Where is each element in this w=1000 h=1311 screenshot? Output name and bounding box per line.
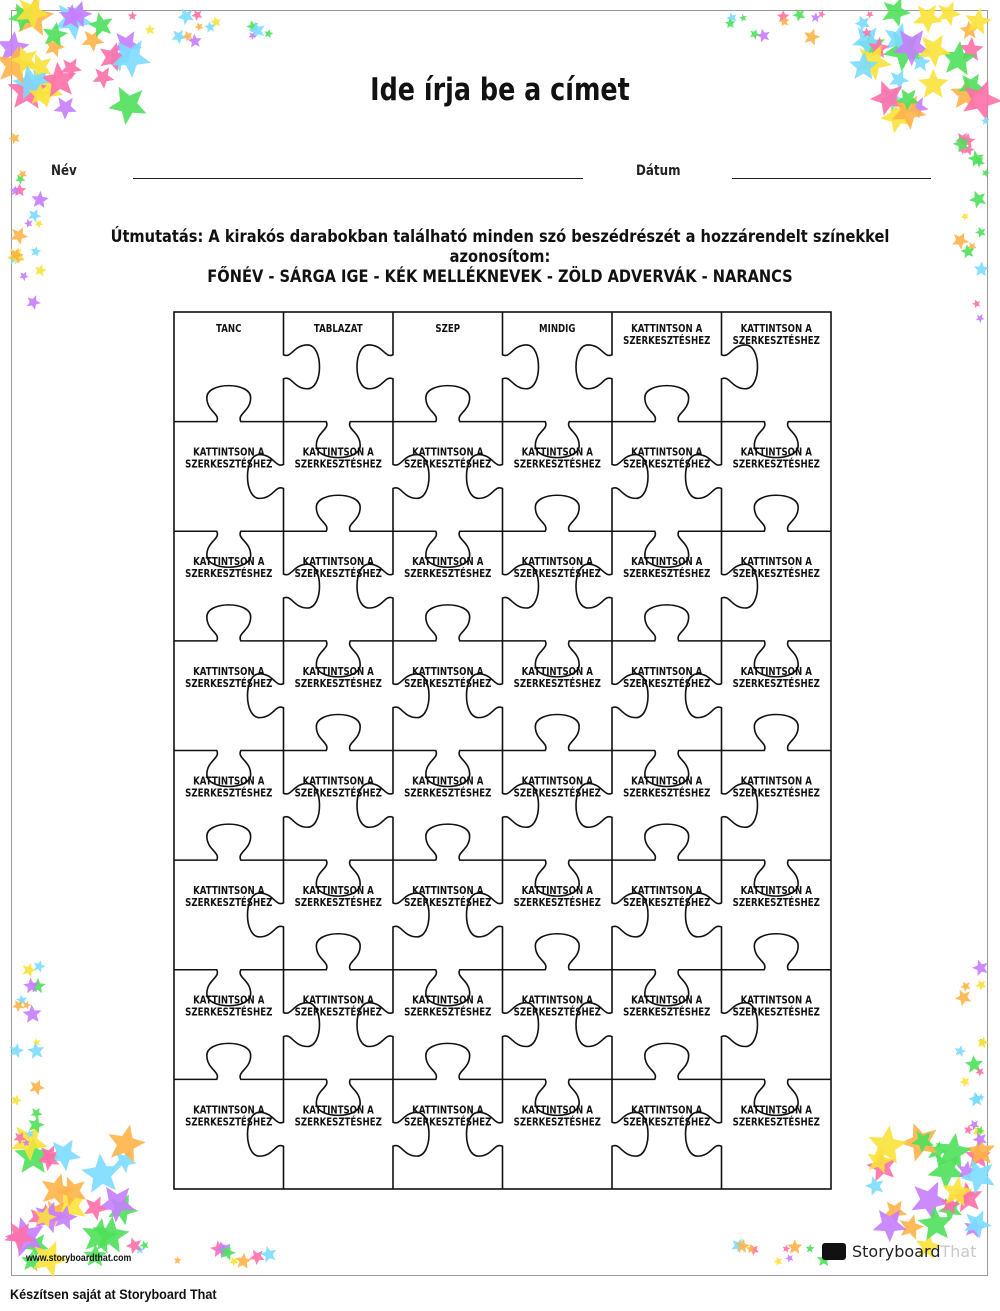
puzzle-piece-placeholder[interactable]: SZERKESZTÉSHEZ <box>732 787 820 800</box>
puzzle-piece-placeholder[interactable]: KATTINTSON A <box>521 1104 593 1117</box>
puzzle-edge-horizontal <box>722 934 832 970</box>
puzzle-piece-placeholder[interactable]: SZERKESZTÉSHEZ <box>185 897 273 910</box>
puzzle-piece-placeholder[interactable]: SZERKESZTÉSHEZ <box>404 1116 492 1129</box>
puzzle-piece-placeholder[interactable]: SZERKESZTÉSHEZ <box>404 897 492 910</box>
puzzle-piece-placeholder[interactable]: KATTINTSON A <box>193 885 265 898</box>
puzzle-edge-vertical <box>284 970 320 1080</box>
puzzle-piece-placeholder[interactable]: KATTINTSON A <box>740 1104 812 1117</box>
puzzle-edge-horizontal <box>393 824 503 860</box>
puzzle-piece-placeholder[interactable]: SZERKESZTÉSHEZ <box>185 678 273 691</box>
puzzle-edge-horizontal <box>393 1043 503 1079</box>
puzzle-edge-vertical <box>248 1079 284 1189</box>
puzzle-piece-placeholder[interactable]: SZERKESZTÉSHEZ <box>623 897 711 910</box>
puzzle-piece-placeholder[interactable]: SZERKESZTÉSHEZ <box>623 787 711 800</box>
puzzle-edge-horizontal <box>174 386 284 422</box>
puzzle-piece-placeholder[interactable]: KATTINTSON A <box>412 995 484 1008</box>
puzzle-piece-placeholder[interactable]: SZERKESZTÉSHEZ <box>185 1007 273 1020</box>
puzzle-piece-placeholder[interactable]: SZERKESZTÉSHEZ <box>513 1007 601 1020</box>
puzzle-piece-placeholder[interactable]: SZERKESZTÉSHEZ <box>732 1007 820 1020</box>
puzzle-edge-vertical <box>467 860 503 970</box>
puzzle-piece-placeholder[interactable]: KATTINTSON A <box>302 995 374 1008</box>
storyboardthat-logo <box>822 1241 982 1263</box>
puzzle-piece-placeholder[interactable]: KATTINTSON A <box>521 995 593 1008</box>
puzzle-piece-placeholder[interactable]: SZERKESZTÉSHEZ <box>732 335 820 348</box>
puzzle-edge-horizontal <box>174 1043 284 1079</box>
puzzle-piece-placeholder[interactable]: SZERKESZTÉSHEZ <box>404 678 492 691</box>
puzzle-piece-placeholder[interactable]: SZERKESZTÉSHEZ <box>294 568 382 581</box>
puzzle-edge-vertical <box>722 970 758 1080</box>
credit-text: Készítsen saját at Storyboard That <box>10 1286 217 1302</box>
puzzle-piece-placeholder[interactable]: KATTINTSON A <box>302 885 374 898</box>
puzzle-piece-placeholder[interactable]: KATTINTSON A <box>302 446 374 459</box>
puzzle-edge-vertical <box>503 312 539 422</box>
puzzle-piece-placeholder[interactable]: KATTINTSON A <box>631 446 703 459</box>
puzzle-edge-horizontal <box>174 824 284 860</box>
puzzle-piece-placeholder[interactable]: SZERKESZTÉSHEZ <box>404 1007 492 1020</box>
puzzle-edge-horizontal <box>503 715 613 751</box>
puzzle-edge-vertical <box>467 1079 503 1189</box>
puzzle-edge-vertical <box>576 531 612 641</box>
puzzle-piece-placeholder[interactable]: KATTINTSON A <box>521 775 593 788</box>
puzzle-piece-placeholder[interactable]: SZERKESZTÉSHEZ <box>623 568 711 581</box>
puzzle-piece-word[interactable]: MINDIG <box>539 323 576 336</box>
puzzle-piece-placeholder[interactable]: SZERKESZTÉSHEZ <box>732 568 820 581</box>
puzzle-edge-vertical <box>393 422 429 532</box>
puzzle-edge-vertical <box>393 860 429 970</box>
puzzle-edge-vertical <box>722 751 758 861</box>
puzzle-edge-horizontal <box>284 715 394 751</box>
puzzle-piece-placeholder[interactable]: SZERKESZTÉSHEZ <box>732 678 820 691</box>
puzzle-edge-vertical <box>284 751 320 861</box>
puzzle-edge-vertical <box>576 751 612 861</box>
puzzle-piece-word[interactable]: SZEP <box>435 323 461 336</box>
puzzle-edge-vertical <box>357 970 393 1080</box>
puzzle-edge-vertical <box>284 531 320 641</box>
puzzle-piece-placeholder[interactable]: SZERKESZTÉSHEZ <box>513 787 601 800</box>
puzzle-piece-placeholder[interactable]: KATTINTSON A <box>521 446 593 459</box>
puzzle-piece-placeholder[interactable]: SZERKESZTÉSHEZ <box>513 458 601 471</box>
puzzle-edge-vertical <box>722 531 758 641</box>
puzzle-piece-placeholder[interactable]: KATTINTSON A <box>193 995 265 1008</box>
puzzle-edge-vertical <box>393 1079 429 1189</box>
puzzle-edge-vertical <box>686 641 722 751</box>
puzzle-edge-vertical <box>467 422 503 532</box>
puzzle-piece-placeholder[interactable]: KATTINTSON A <box>302 775 374 788</box>
puzzle-edge-vertical <box>503 970 539 1080</box>
puzzle-piece-placeholder[interactable]: KATTINTSON A <box>631 1104 703 1117</box>
puzzle-edge-vertical <box>612 860 648 970</box>
puzzle-piece-placeholder[interactable]: SZERKESZTÉSHEZ <box>294 458 382 471</box>
puzzle-piece-placeholder[interactable]: SZERKESZTÉSHEZ <box>513 568 601 581</box>
puzzle-piece-placeholder[interactable]: SZERKESZTÉSHEZ <box>294 1007 382 1020</box>
puzzle-edge-vertical <box>576 970 612 1080</box>
puzzle-piece-placeholder[interactable]: SZERKESZTÉSHEZ <box>732 897 820 910</box>
instructions-line-2: FŐNÉV - SÁRGA IGE - KÉK MELLÉKNEVEK - ZÖLD ADVERVÁK - NARANCS <box>207 267 793 287</box>
puzzle-piece-placeholder[interactable]: SZERKESZTÉSHEZ <box>513 897 601 910</box>
puzzle-piece-placeholder[interactable]: SZERKESZTÉSHEZ <box>623 458 711 471</box>
puzzle-piece-placeholder[interactable]: KATTINTSON A <box>631 323 703 336</box>
puzzle-piece-placeholder[interactable]: KATTINTSON A <box>193 556 265 569</box>
puzzle-edge-horizontal <box>284 495 394 531</box>
puzzle-piece-placeholder[interactable]: KATTINTSON A <box>631 775 703 788</box>
puzzle-piece-placeholder[interactable]: KATTINTSON A <box>631 885 703 898</box>
puzzle-piece-placeholder[interactable]: KATTINTSON A <box>302 556 374 569</box>
puzzle-edge-vertical <box>357 751 393 861</box>
puzzle-edge-horizontal <box>393 386 503 422</box>
puzzle-piece-placeholder[interactable]: KATTINTSON A <box>521 885 593 898</box>
puzzle-edge-vertical <box>248 641 284 751</box>
website-url: www.storyboardthat.com <box>26 1253 132 1264</box>
puzzle-edge-vertical <box>612 641 648 751</box>
puzzle-piece-placeholder[interactable]: SZERKESZTÉSHEZ <box>185 458 273 471</box>
puzzle-edge-horizontal <box>174 605 284 641</box>
puzzle-piece-placeholder[interactable]: KATTINTSON A <box>193 666 265 679</box>
puzzle-piece-placeholder[interactable]: SZERKESZTÉSHEZ <box>732 1116 820 1129</box>
puzzle-piece-placeholder[interactable]: KATTINTSON A <box>521 666 593 679</box>
puzzle-piece-placeholder[interactable]: KATTINTSON A <box>412 885 484 898</box>
instructions-line-1: Útmutatás: A kirakós darabokban található minden szó beszédrészét a hozzárendelt színekkel azonosítom: <box>110 227 890 267</box>
puzzle-piece-placeholder[interactable]: SZERKESZTÉSHEZ <box>404 458 492 471</box>
puzzle-piece-placeholder[interactable]: KATTINTSON A <box>740 556 812 569</box>
puzzle-piece-placeholder[interactable]: KATTINTSON A <box>412 666 484 679</box>
puzzle-piece-placeholder[interactable]: KATTINTSON A <box>631 556 703 569</box>
puzzle-edge-vertical <box>576 312 612 422</box>
page-title[interactable]: Ide írja be a címet <box>370 72 630 108</box>
puzzle-piece-placeholder[interactable]: KATTINTSON A <box>740 666 812 679</box>
brand-main: Storyboard <box>852 1242 941 1261</box>
puzzle-edge-horizontal <box>503 934 613 970</box>
puzzle-piece-placeholder[interactable]: SZERKESZTÉSHEZ <box>294 678 382 691</box>
puzzle-piece-placeholder[interactable]: KATTINTSON A <box>412 1104 484 1117</box>
puzzle-edge-vertical <box>503 531 539 641</box>
puzzle-edge-horizontal <box>612 605 722 641</box>
puzzle-piece-placeholder[interactable]: KATTINTSON A <box>302 666 374 679</box>
puzzle-piece-placeholder[interactable]: KATTINTSON A <box>193 775 265 788</box>
brand-light: That <box>940 1242 977 1261</box>
name-label: Név <box>51 163 77 179</box>
puzzle-piece-placeholder[interactable]: KATTINTSON A <box>412 446 484 459</box>
puzzle-piece-placeholder[interactable]: KATTINTSON A <box>193 446 265 459</box>
puzzle-piece-placeholder[interactable]: KATTINTSON A <box>740 323 812 336</box>
puzzle-piece-placeholder[interactable]: SZERKESZTÉSHEZ <box>623 678 711 691</box>
puzzle-piece-placeholder[interactable]: KATTINTSON A <box>740 446 812 459</box>
logo-icon <box>822 1243 846 1260</box>
puzzle-edge-horizontal <box>393 605 503 641</box>
puzzle-piece-placeholder[interactable]: SZERKESZTÉSHEZ <box>294 1116 382 1129</box>
puzzle-edge-vertical <box>248 860 284 970</box>
puzzle-piece-placeholder[interactable]: KATTINTSON A <box>631 666 703 679</box>
puzzle-piece-placeholder[interactable]: KATTINTSON A <box>193 1104 265 1117</box>
puzzle-piece-placeholder[interactable]: SZERKESZTÉSHEZ <box>732 458 820 471</box>
puzzle-edge-vertical <box>467 641 503 751</box>
puzzle-edge-vertical <box>686 860 722 970</box>
puzzle-piece-placeholder[interactable]: KATTINTSON A <box>412 556 484 569</box>
puzzle-edge-horizontal <box>284 934 394 970</box>
puzzle-piece-placeholder[interactable]: SZERKESZTÉSHEZ <box>294 897 382 910</box>
puzzle-piece-placeholder[interactable]: SZERKESZTÉSHEZ <box>185 568 273 581</box>
puzzle-edge-vertical <box>503 751 539 861</box>
puzzle-edge-vertical <box>612 1079 648 1189</box>
puzzle-piece-placeholder[interactable]: KATTINTSON A <box>740 775 812 788</box>
puzzle-piece-word[interactable]: TANC <box>216 323 242 336</box>
puzzle-piece-placeholder[interactable]: SZERKESZTÉSHEZ <box>185 1116 273 1129</box>
puzzle-edge-vertical <box>357 531 393 641</box>
puzzle-piece-placeholder[interactable]: SZERKESZTÉSHEZ <box>513 678 601 691</box>
puzzle-piece-placeholder[interactable]: KATTINTSON A <box>740 885 812 898</box>
puzzle-piece-placeholder[interactable]: SZERKESZTÉSHEZ <box>623 335 711 348</box>
puzzle-edge-vertical <box>686 1079 722 1189</box>
puzzle-piece-word[interactable]: TABLAZAT <box>313 323 363 336</box>
puzzle-piece-placeholder[interactable]: SZERKESZTÉSHEZ <box>185 787 273 800</box>
puzzle-edge-horizontal <box>722 715 832 751</box>
puzzle-piece-placeholder[interactable]: KATTINTSON A <box>302 1104 374 1117</box>
puzzle-piece-placeholder[interactable]: SZERKESZTÉSHEZ <box>623 1116 711 1129</box>
puzzle-edge-vertical <box>686 422 722 532</box>
puzzle-piece-placeholder[interactable]: KATTINTSON A <box>412 775 484 788</box>
puzzle-edge-vertical <box>612 422 648 532</box>
puzzle-piece-placeholder[interactable]: SZERKESZTÉSHEZ <box>404 787 492 800</box>
puzzle-piece-placeholder[interactable]: KATTINTSON A <box>740 995 812 1008</box>
puzzle-edge-horizontal <box>612 824 722 860</box>
puzzle-edge-vertical <box>248 422 284 532</box>
puzzle-piece-placeholder[interactable]: SZERKESZTÉSHEZ <box>513 1116 601 1129</box>
puzzle-piece-placeholder[interactable]: KATTINTSON A <box>521 556 593 569</box>
puzzle-edge-horizontal <box>503 495 613 531</box>
puzzle-piece-placeholder[interactable]: SZERKESZTÉSHEZ <box>623 1007 711 1020</box>
puzzle-piece-placeholder[interactable]: SZERKESZTÉSHEZ <box>294 787 382 800</box>
puzzle-edge-horizontal <box>722 495 832 531</box>
puzzle-piece-placeholder[interactable]: KATTINTSON A <box>631 995 703 1008</box>
date-label: Dátum <box>636 163 681 179</box>
puzzle-edge-horizontal <box>612 1043 722 1079</box>
puzzle-edge-vertical <box>393 641 429 751</box>
puzzle-piece-placeholder[interactable]: SZERKESZTÉSHEZ <box>404 568 492 581</box>
puzzle-edge-horizontal <box>612 386 722 422</box>
